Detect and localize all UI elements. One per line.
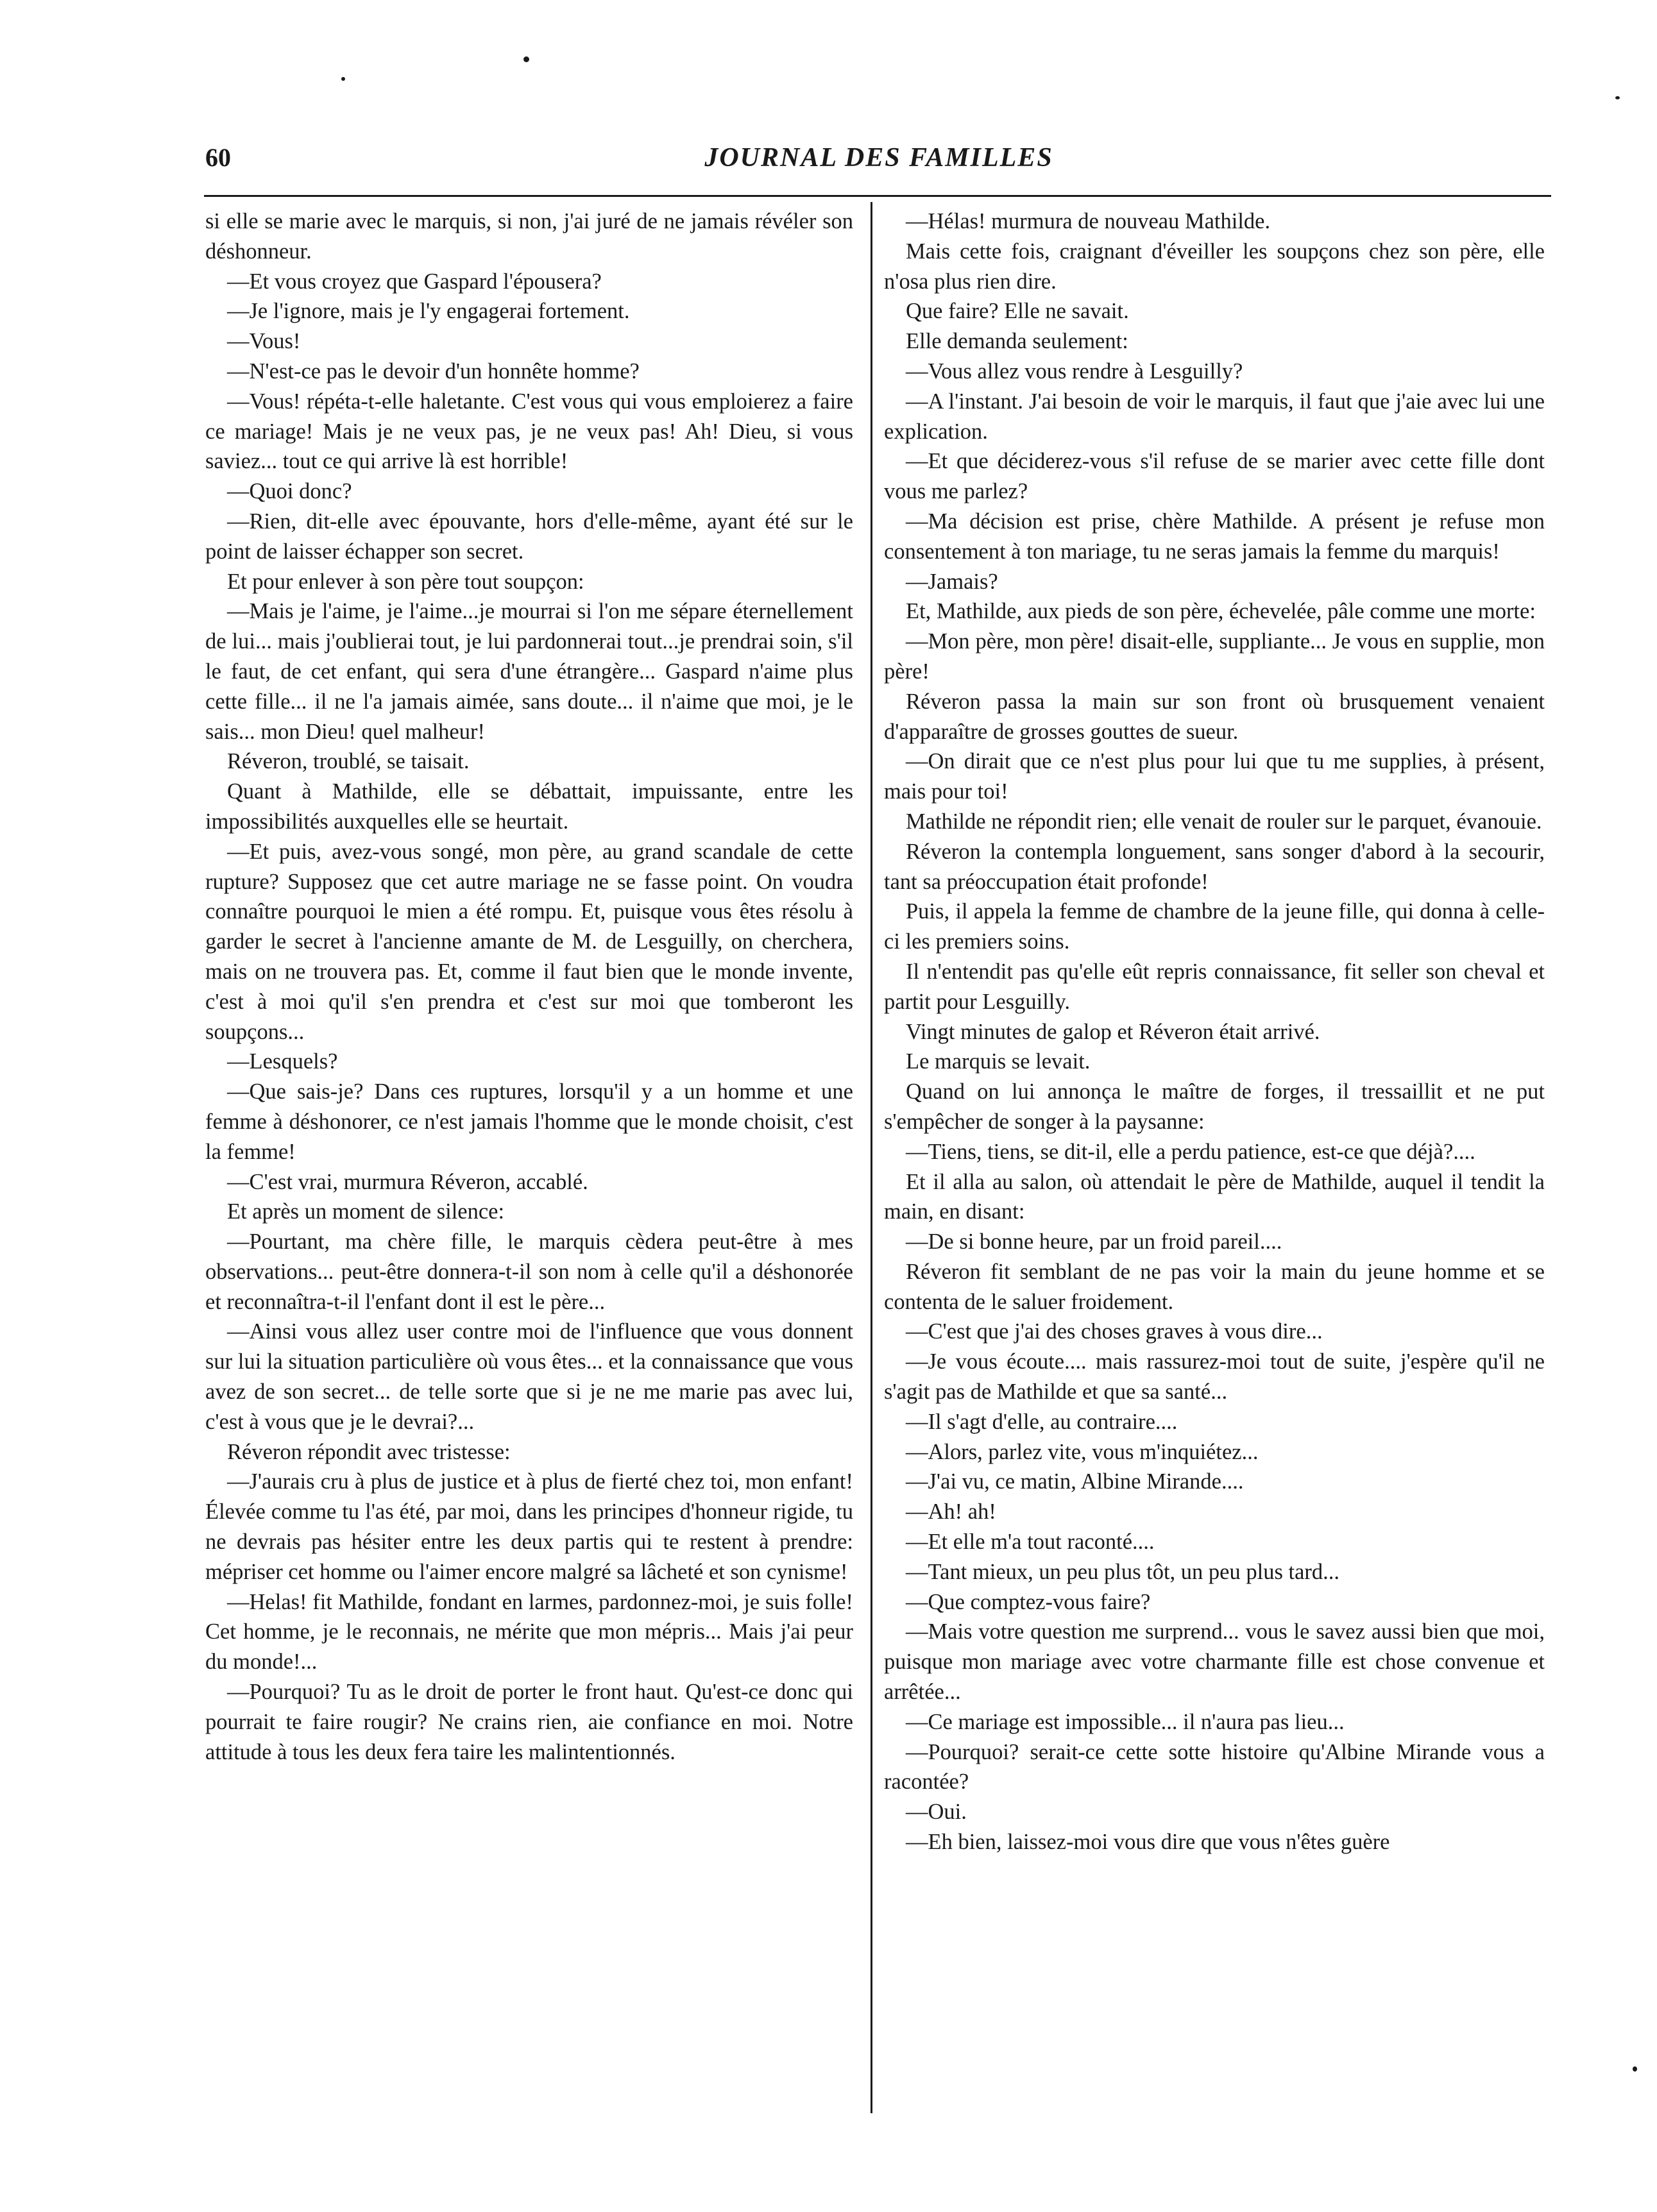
left-column-paragraph: —Et puis, avez-vous songé, mon père, au grand scandale de cette rupture? Supposez que cet autre mariage ne se fasse point. On voudra connaître pourquoi le mien a été rompu. Et, puisque vous êtes résolu à garder le secret à l'ancienne amante de M. de Lesguilly, on cherchera, mais on ne trouvera pas. Et, comme il faut bien que le monde invente, c'est à moi qu'il s'en prendra et c'est sur moi que tomberont les soupçons...: [205, 839, 853, 1044]
right-column-paragraph: —Eh bien, laissez-moi vous dire que vous n'êtes guère: [906, 1830, 1390, 1855]
right-column-paragraph: —Jamais?: [906, 569, 998, 594]
column-divider: [871, 202, 872, 2113]
right-column-paragraph: Réveron fit semblant de ne pas voir la main du jeune homme et se contenta de le saluer froidement.: [884, 1259, 1545, 1314]
right-column-paragraph: —Hélas! murmura de nouveau Mathilde.: [906, 209, 1271, 233]
right-column-paragraph: Mathilde ne répondit rien; elle venait de rouler sur le parquet, évanouie.: [906, 809, 1542, 834]
right-column-paragraph: Puis, il appela la femme de chambre de la jeune fille, qui donna à celle-ci les premiers soins.: [884, 899, 1545, 954]
right-column-paragraph: —C'est que j'ai des choses graves à vous dire...: [906, 1319, 1323, 1344]
left-column-paragraph: —Rien, dit-elle avec épouvante, hors d'elle-même, ayant été sur le point de laisser échapper son secret.: [205, 509, 853, 564]
left-column-paragraph: Quant à Mathilde, elle se débattait, impuissante, entre les impossibilités auxquelles elle se heurtait.: [205, 779, 853, 834]
right-column-paragraph: Le marquis se levait.: [906, 1049, 1091, 1074]
right-column-paragraph: —Vous allez vous rendre à Lesguilly?: [906, 359, 1243, 384]
left-column-paragraph: —Et vous croyez que Gaspard l'épousera?: [227, 269, 602, 294]
right-column-paragraph: Quand on lui annonça le maître de forges, il tressaillit et ne put s'empêcher de songer à la paysanne:: [884, 1079, 1545, 1134]
right-column-paragraph: —Ma décision est prise, chère Mathilde. A présent je refuse mon consentement à ton mariage, tu ne seras jamais la femme du marquis!: [884, 509, 1545, 564]
right-column-paragraph: Réveron passa la main sur son front où brusquement venaient d'apparaître de grosses gouttes de sueur.: [884, 689, 1545, 744]
right-column-paragraph: Que faire? Elle ne savait.: [906, 299, 1129, 324]
right-column-paragraph: Elle demanda seulement:: [906, 329, 1128, 354]
right-column-paragraph: —Et que déciderez-vous s'il refuse de se marier avec cette fille dont vous me parlez?: [884, 449, 1545, 504]
left-column-paragraph: Réveron répondit avec tristesse:: [227, 1439, 511, 1464]
left-column-paragraph: —Pourtant, ma chère fille, le marquis cèdera peut-être à mes observations... peut-être donnera-t-il son nom à celle qu'il a déshonorée et reconnaîtra-t-il l'enfant dont il est le père...: [205, 1229, 853, 1314]
right-column-paragraph: —Mais votre question me surprend... vous le savez aussi bien que moi, puisque mon mariage avec votre charmante fille est chose convenue et arrêtée...: [884, 1619, 1545, 1705]
right-column-paragraph: Mais cette fois, craignant d'éveiller les soupçons chez son père, elle n'osa plus rien dire.: [884, 239, 1545, 294]
right-column-paragraph: —Ah! ah!: [906, 1499, 996, 1524]
left-column-paragraph: —Je l'ignore, mais je l'y engagerai fortement.: [227, 299, 630, 324]
left-column-paragraph: —Pourquoi? Tu as le droit de porter le front haut. Qu'est-ce donc qui pourrait te faire rougir? Ne crains rien, aie confiance en moi. Notre attitude à tous les deux fera taire les malintentionnés.: [205, 1680, 853, 1764]
left-column: [205, 207, 853, 1767]
right-column-paragraph: —Je vous écoute.... mais rassurez-moi tout de suite, j'espère qu'il ne s'agit pas de Mathilde et que sa santé...: [884, 1349, 1545, 1405]
right-column-paragraph: —Oui.: [906, 1800, 967, 1825]
left-column-paragraph: —C'est vrai, murmura Réveron, accablé.: [227, 1169, 588, 1194]
right-column-paragraph: —Il s'agt d'elle, au contraire....: [906, 1409, 1178, 1434]
right-column: [884, 207, 1545, 1857]
ink-speck: [341, 77, 345, 81]
right-column-paragraph: —Ce mariage est impossible... il n'aura pas lieu...: [906, 1709, 1345, 1734]
page-header: [205, 142, 1552, 187]
left-column-paragraph: —Lesquels?: [227, 1049, 338, 1074]
left-column-paragraph: —Que sais-je? Dans ces ruptures, lorsqu'il y a un homme et une femme à déshonorer, ce n'est jamais l'homme que le monde choisit, c'est la femme!: [205, 1079, 853, 1164]
running-title: JOURNAL DES FAMILLES: [704, 143, 1053, 173]
right-column-paragraph: —Et elle m'a tout raconté....: [906, 1530, 1155, 1555]
left-column-paragraph: Réveron, troublé, se taisait.: [227, 749, 470, 774]
left-column-paragraph: —Mais je l'aime, je l'aime...je mourrai si l'on me sépare éternellement de lui... mais j'oublierai tout, je lui pardonnerai tout...je prendrai soin, s'il le faut, de cet enfant, qui sera d'une étrangère... Gaspard n'aime plus cette fille... il ne l'a jamais aimée, sans doute... il n'aime que moi, je le sais... mon Dieu! quel malheur!: [205, 599, 853, 744]
right-column-paragraph: —A l'instant. J'ai besoin de voir le marquis, il faut que j'aie avec lui une explication.: [884, 389, 1545, 444]
left-column-paragraph: —Vous!: [227, 329, 301, 354]
right-column-paragraph: Réveron la contempla longuement, sans songer d'abord à la secourir, tant sa préoccupation était profonde!: [884, 839, 1545, 894]
ink-speck: [1615, 96, 1620, 99]
right-column-paragraph: —Tiens, tiens, se dit-il, elle a perdu patience, est-ce que déjà?....: [906, 1139, 1475, 1164]
left-column-paragraph: Et après un moment de silence:: [227, 1199, 505, 1224]
left-column-paragraph: Et pour enlever à son père tout soupçon:: [227, 569, 584, 594]
right-column-paragraph: —Que comptez-vous faire?: [906, 1589, 1151, 1614]
left-column-paragraph: si elle se marie avec le marquis, si non, j'ai juré de ne jamais révéler son déshonneur.: [205, 209, 853, 264]
left-column-paragraph: —Ainsi vous allez user contre moi de l'influence que vous donnent sur lui la situation particulière où vous êtes... et la connaissance que vous avez de son secret... de telle sorte que si je ne me marie pas avec lui, c'est à vous que je le devrai?...: [205, 1319, 853, 1434]
right-column-paragraph: Et, Mathilde, aux pieds de son père, échevelée, pâle comme une morte:: [906, 599, 1536, 624]
left-column-paragraph: —N'est-ce pas le devoir d'un honnête homme?: [227, 359, 640, 384]
page-number: 60: [205, 143, 231, 172]
left-column-paragraph: —Vous! répéta-t-elle haletante. C'est vous qui vous emploierez a faire ce mariage! Mais je ne veux pas, je ne veux pas! Ah! Dieu, si vous saviez... tout ce qui arrive là est horrible!: [205, 389, 853, 474]
ink-speck: [1633, 2066, 1637, 2072]
right-column-paragraph: —De si bonne heure, par un froid pareil....: [906, 1229, 1282, 1254]
left-column-paragraph: —Helas! fit Mathilde, fondant en larmes, pardonnez-moi, je suis folle! Cet homme, je le reconnais, ne mérite que mon mépris... Mais j'ai peur du monde!...: [205, 1589, 853, 1675]
left-column-paragraph: —Quoi donc?: [227, 479, 352, 504]
right-column-paragraph: Il n'entendit pas qu'elle eût repris connaissance, fit seller son cheval et partit pour Lesguilly.: [884, 959, 1545, 1014]
right-column-paragraph: Et il alla au salon, où attendait le père de Mathilde, auquel il tendit la main, en disant:: [884, 1169, 1545, 1224]
right-column-paragraph: —Tant mieux, un peu plus tôt, un peu plus tard...: [906, 1559, 1340, 1584]
right-column-paragraph: Vingt minutes de galop et Réveron était arrivé.: [906, 1019, 1320, 1044]
ink-speck: [523, 56, 529, 62]
right-column-paragraph: —Pourquoi? serait-ce cette sotte histoire qu'Albine Mirande vous a racontée?: [884, 1739, 1545, 1794]
left-column-paragraph: —J'aurais cru à plus de justice et à plus de fierté chez toi, mon enfant! Élevée comme tu l'as été, par moi, dans les principes d'honneur rigide, tu ne devrais pas hésiter entre les deux partis qui te restent à prendre: mépriser cet homme ou l'aimer encore malgré sa lâcheté et son cynisme!: [205, 1469, 853, 1584]
right-column-paragraph: —Mon père, mon père! disait-elle, suppliante... Je vous en supplie, mon père!: [884, 629, 1545, 684]
right-column-paragraph: —On dirait que ce n'est plus pour lui que tu me supplies, à présent, mais pour toi!: [884, 749, 1545, 804]
right-column-paragraph: —J'ai vu, ce matin, Albine Mirande....: [906, 1469, 1244, 1494]
header-rule: [204, 195, 1551, 197]
right-column-paragraph: —Alors, parlez vite, vous m'inquiétez...: [906, 1439, 1259, 1464]
